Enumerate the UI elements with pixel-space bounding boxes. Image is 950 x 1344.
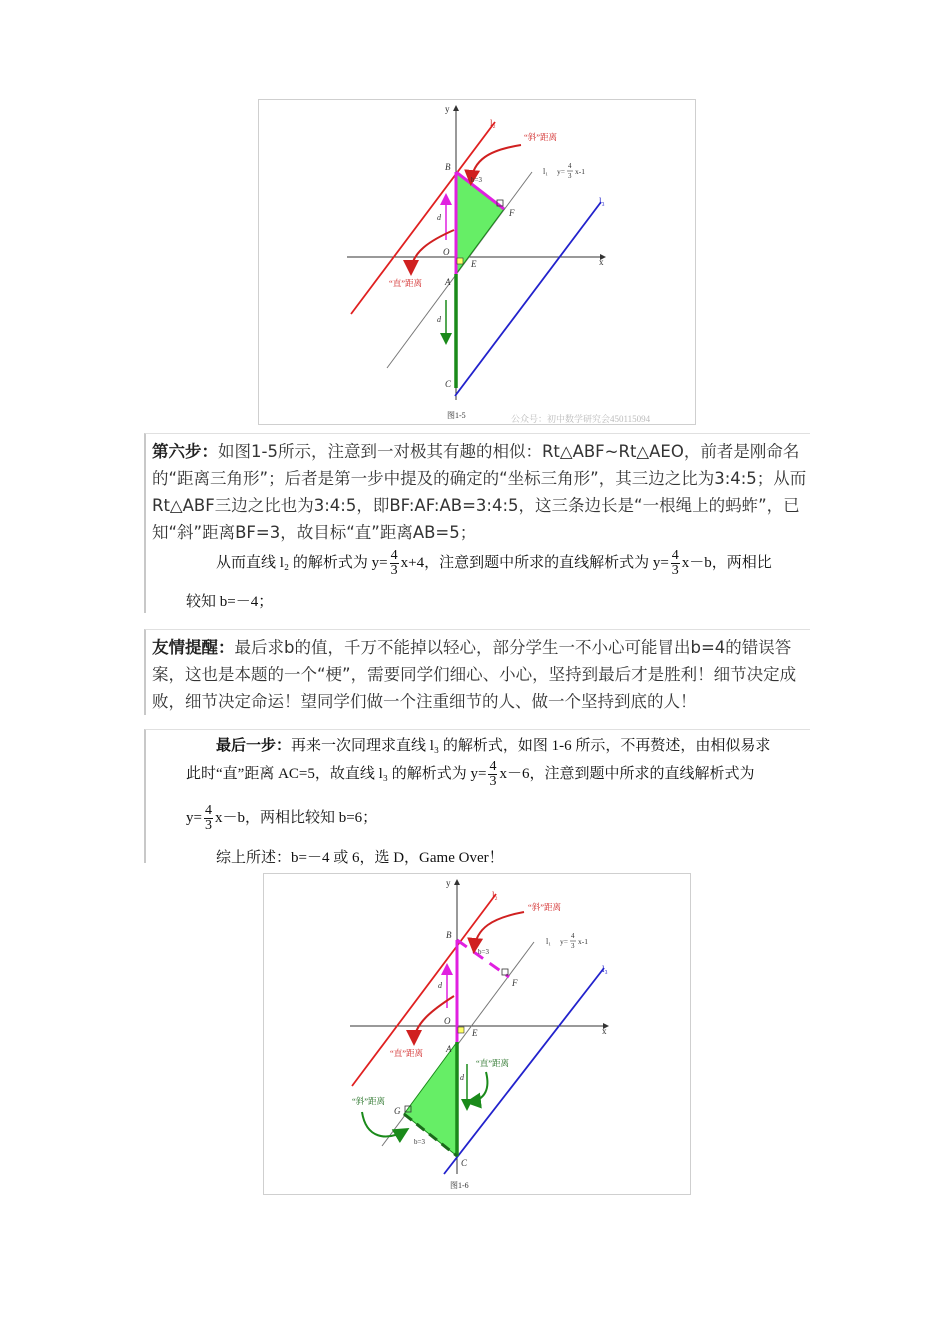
label-A: A: [445, 277, 451, 287]
l1-eq-num: 4: [568, 162, 572, 170]
label-straight: “直”距离: [389, 278, 423, 288]
label-x: x: [599, 257, 604, 267]
step6-equation-line: [216, 549, 772, 578]
final-block: [144, 729, 810, 866]
tip-block: [144, 629, 810, 715]
step6-fraction2: $\frac{4}{3}$: [671, 548, 679, 578]
tip-text: 最后求b的值，千万不能掉以轻心，部分学生一不小心可能冒出b=4的错误答案，这也是本题的一个“梗”，需要同学们细心、小心，坚持到最后才是胜利！细节决定成败，细节决定命运！望同学们做一个注重细节的人、做一个坚持到底的人！: [152, 638, 797, 711]
label-l2: l₂: [490, 118, 496, 128]
l1-eq-suffix: x-1: [578, 937, 588, 946]
final-conclusion: 综上所述：b=－4 或 6，选 D，Game Over！: [216, 850, 504, 866]
line-l3: [444, 968, 604, 1174]
label-y: y: [445, 104, 450, 114]
label-d-down: d: [437, 315, 441, 324]
step6-block: [144, 433, 810, 613]
segment-bf: [457, 940, 509, 977]
final-line3-part2: x－b，两相比较知 b=6；: [214, 809, 378, 826]
final-line1: [216, 734, 770, 755]
label-straight-left: “直”距离: [390, 1048, 424, 1058]
label-b3: b=3: [471, 176, 482, 184]
label-d-down: d: [460, 1073, 464, 1082]
step6-paragraph: [146, 434, 810, 546]
tip-heading: 友情提醒：: [152, 638, 235, 657]
l1-eq-prefix: y=: [560, 937, 568, 946]
final-line3-part1: y=: [186, 809, 202, 826]
final-fraction1: $\frac{4}{3}$: [489, 759, 497, 789]
step6-eq-part2: x+4，注意到题中所求的直线解析式为 y=: [400, 554, 669, 571]
l1-eq-den: 3: [568, 172, 572, 180]
label-l1: l₁: [543, 167, 549, 176]
label-b3-bottom: b=3: [414, 1138, 425, 1146]
figure-1-5-diagram: [259, 100, 695, 424]
label-b3-top: b=3: [478, 948, 489, 956]
oblique-top-curve-arrow: [474, 912, 524, 950]
label-x: x: [602, 1026, 607, 1036]
final-fraction2: $\frac{4}{3}$: [204, 803, 212, 833]
step6-result-text: 较知 b=－4；: [186, 594, 274, 610]
watermark: 公众号：初中数学研究会450115094: [511, 414, 651, 424]
step6-eq-part1: 从而直线 l₂ 的解析式为 y=: [216, 554, 388, 571]
step6-fraction1: $\frac{4}{3}$: [390, 548, 398, 578]
label-l1: l₁: [546, 937, 552, 946]
right-angle-e: [458, 1027, 464, 1033]
label-E: E: [472, 1028, 478, 1038]
label-y: y: [446, 878, 451, 888]
final-line3: [186, 804, 377, 833]
step6-result-line: [186, 590, 273, 611]
figure-1-6-diagram: [264, 874, 690, 1194]
label-C: C: [445, 379, 452, 389]
l1-eq-suffix: x-1: [575, 167, 585, 176]
label-O: O: [443, 247, 450, 257]
label-d-up: d: [438, 981, 442, 990]
label-F: F: [509, 208, 515, 218]
final-line2: [186, 760, 755, 789]
label-B: B: [446, 930, 452, 940]
final-line1-text: 再来一次同理求直线 l₃ 的解析式，如图 1-6 所示，不再赘述，由相似易求: [291, 738, 771, 754]
step6-heading: 第六步：: [152, 442, 218, 461]
label-oblique-bottom: “斜”距离: [352, 1096, 386, 1106]
figure-1-6: [263, 873, 691, 1195]
final-heading: 最后一步：: [216, 738, 292, 754]
figure-1-5: [258, 99, 696, 425]
label-l2: l₂: [492, 890, 498, 900]
label-A: A: [446, 1044, 452, 1054]
label-oblique: “斜”距离: [524, 132, 558, 142]
final-line2-part2: x－6，注意到题中所求的直线解析式为: [499, 765, 755, 782]
final-line4: [216, 846, 504, 867]
label-E: E: [471, 259, 477, 269]
figure-caption: 图1-6: [450, 1181, 469, 1190]
label-F: F: [512, 978, 518, 988]
figure-caption: 图1-5: [447, 411, 466, 420]
step6-text: 如图1-5所示，注意到一对极其有趣的相似：Rt△ABF~Rt△AEO，前者是刚命名的“距离三角形”；后者是第一步中提及的确定的“坐标三角形”，其三边之比为3:4:5；从而Rt△ABF三边之比也为3:4:5，即BF:AF:AB=3:4:5，这三条边长是“一根绳上的蚂蚱”，已知“斜”距离BF=3，故目标“直”距离AB=5；: [152, 442, 807, 542]
label-l3: l₃: [599, 196, 605, 206]
step6-eq-part3: x－b，两相比: [681, 554, 772, 571]
final-line2-part1: 此时“直”距离 AC=5，故直线 l₃ 的解析式为 y=: [186, 765, 487, 782]
l1-eq-num: 4: [571, 932, 575, 940]
label-d-up: d: [437, 213, 441, 222]
label-B: B: [445, 162, 451, 172]
right-angle-e: [457, 258, 463, 264]
triangle-agc: [404, 1042, 457, 1156]
tip-paragraph: [146, 630, 810, 715]
straight-right-curve-arrow: [469, 1072, 487, 1102]
label-straight-right: “直”距离: [476, 1058, 510, 1068]
l1-eq-den: 3: [571, 942, 575, 950]
label-C: C: [461, 1158, 468, 1168]
label-O: O: [444, 1016, 451, 1026]
line-l2: [352, 894, 496, 1086]
l1-eq-prefix: y=: [557, 167, 565, 176]
label-G: G: [394, 1106, 401, 1116]
label-l3: l₃: [602, 964, 608, 974]
label-oblique-top: “斜”距离: [528, 902, 562, 912]
